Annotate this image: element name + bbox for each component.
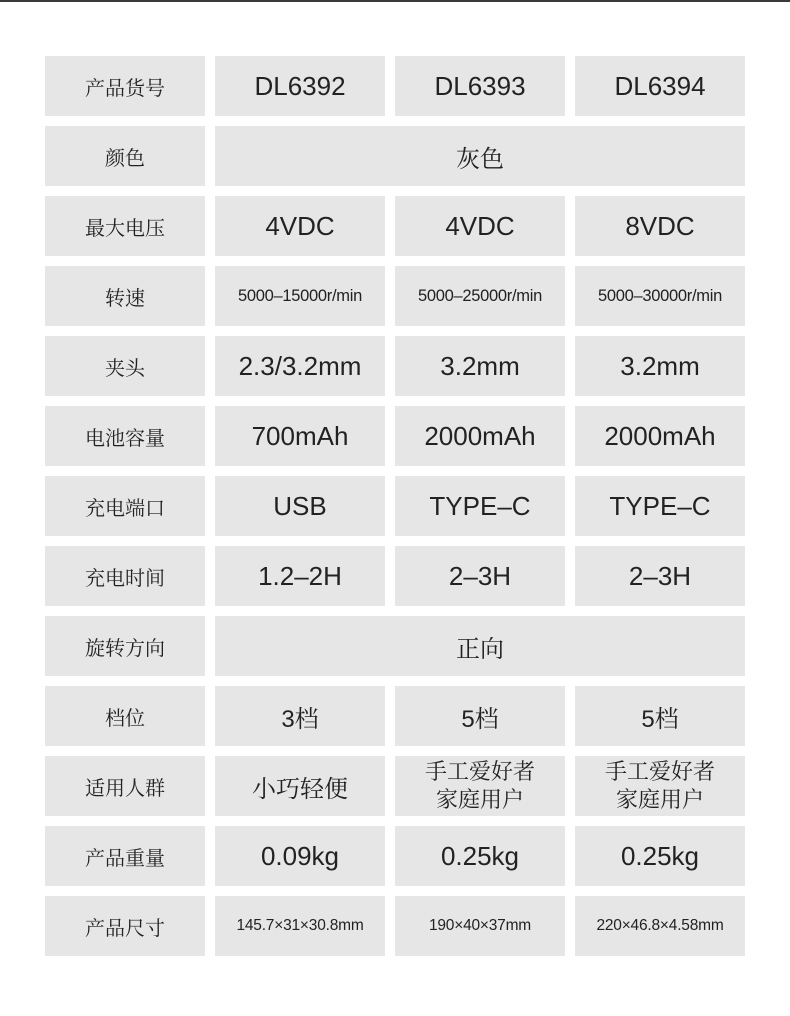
cell-chuck-3: 3.2mm [575, 336, 745, 396]
cell-battery-capacity-2: 2000mAh [395, 406, 565, 466]
row-label-charging-time: 充电时间 [45, 546, 205, 606]
row-label-color: 颜色 [45, 126, 205, 186]
cell-dimensions-3: 220×46.8×4.58mm [575, 896, 745, 956]
spec-table [45, 56, 745, 956]
cell-gear-1: 3档 [215, 686, 385, 746]
cell-dimensions-1: 145.7×31×30.8mm [215, 896, 385, 956]
cell-weight-1: 0.09kg [215, 826, 385, 886]
cell-target-users-1: 小巧轻便 [215, 756, 385, 816]
cell-charging-port-3: TYPE–C [575, 476, 745, 536]
cell-charging-port-2: TYPE–C [395, 476, 565, 536]
target-users-3-line-2: 家庭用户 [615, 787, 704, 812]
cell-max-voltage-3: 8VDC [575, 196, 745, 256]
cell-target-users-2 [395, 756, 565, 816]
row-label-gear: 档位 [45, 686, 205, 746]
row-label-target-users: 适用人群 [45, 756, 205, 816]
row-label-charging-port: 充电端口 [45, 476, 205, 536]
target-users-3-line-1: 手工爱好者 [604, 759, 715, 784]
row-label-chuck: 夹头 [45, 336, 205, 396]
cell-charging-time-1: 1.2–2H [215, 546, 385, 606]
cell-speed-1: 5000–15000r/min [215, 266, 385, 326]
cell-gear-3: 5档 [575, 686, 745, 746]
cell-battery-capacity-1: 700mAh [215, 406, 385, 466]
row-label-speed: 转速 [45, 266, 205, 326]
row-label-rotation-direction: 旋转方向 [45, 616, 205, 676]
cell-charging-port-1: USB [215, 476, 385, 536]
cell-weight-2: 0.25kg [395, 826, 565, 886]
cell-product-code-2: DL6393 [395, 56, 565, 116]
row-label-product-code: 产品货号 [45, 56, 205, 116]
cell-charging-time-3: 2–3H [575, 546, 745, 606]
cell-target-users-3 [575, 756, 745, 816]
cell-gear-2: 5档 [395, 686, 565, 746]
cell-max-voltage-2: 4VDC [395, 196, 565, 256]
cell-weight-3: 0.25kg [575, 826, 745, 886]
cell-product-code-3: DL6394 [575, 56, 745, 116]
row-label-battery-capacity: 电池容量 [45, 406, 205, 466]
row-label-max-voltage: 最大电压 [45, 196, 205, 256]
cell-chuck-2: 3.2mm [395, 336, 565, 396]
target-users-2-line-2: 家庭用户 [435, 787, 524, 812]
row-label-weight: 产品重量 [45, 826, 205, 886]
cell-charging-time-2: 2–3H [395, 546, 565, 606]
cell-battery-capacity-3: 2000mAh [575, 406, 745, 466]
target-users-2-line-1: 手工爱好者 [424, 759, 535, 784]
top-divider [0, 0, 790, 2]
cell-product-code-1: DL6392 [215, 56, 385, 116]
cell-rotation-direction-merged: 正向 [215, 616, 745, 676]
cell-max-voltage-1: 4VDC [215, 196, 385, 256]
cell-speed-3: 5000–30000r/min [575, 266, 745, 326]
cell-chuck-1: 2.3/3.2mm [215, 336, 385, 396]
cell-dimensions-2: 190×40×37mm [395, 896, 565, 956]
cell-speed-2: 5000–25000r/min [395, 266, 565, 326]
row-label-dimensions: 产品尺寸 [45, 896, 205, 956]
cell-color-merged: 灰色 [215, 126, 745, 186]
